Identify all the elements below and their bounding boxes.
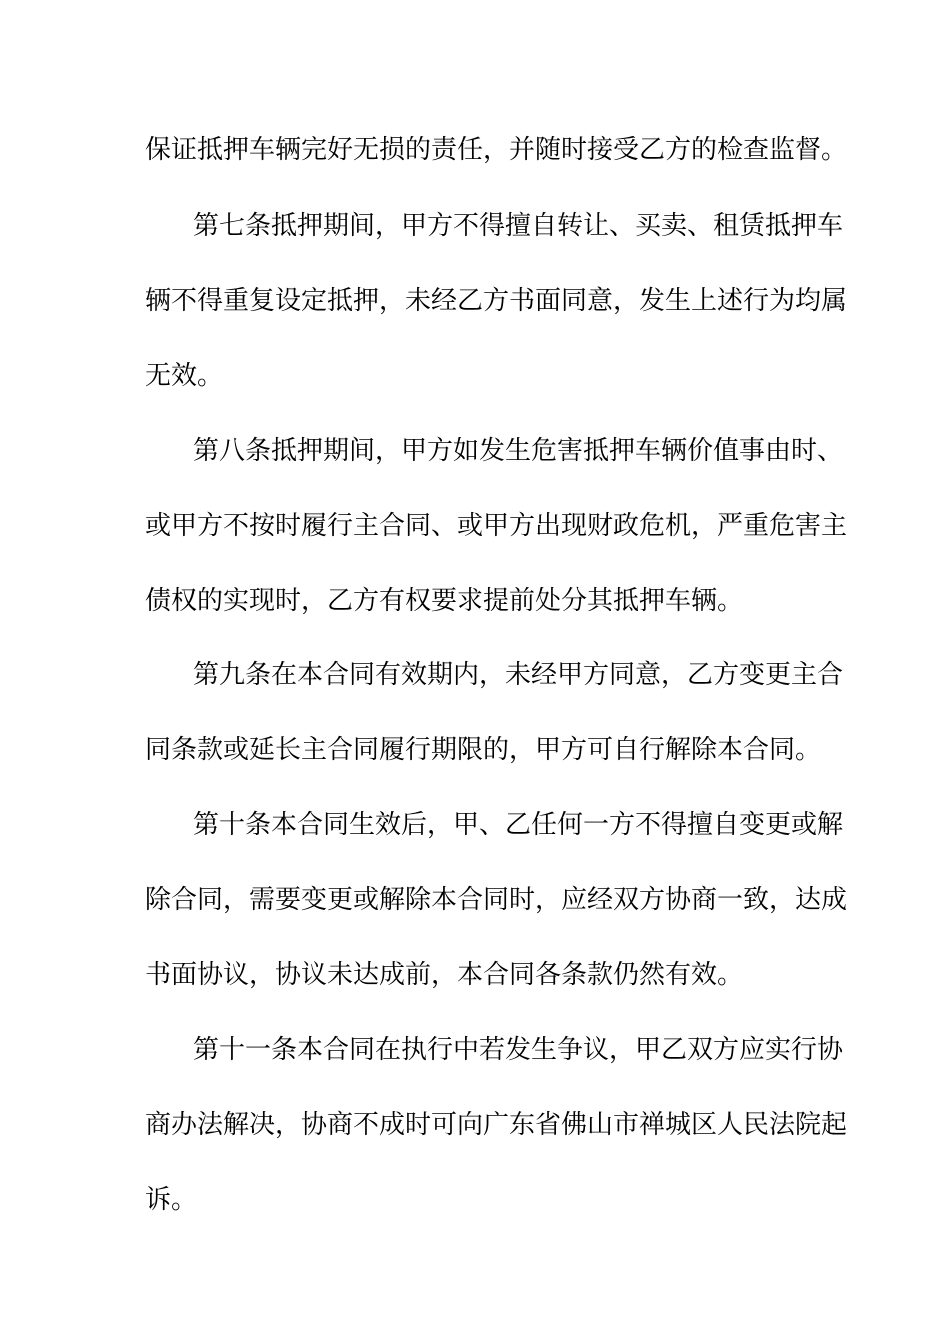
text-line: 商办法解决，协商不成时可向广东省佛山市禅城区人民法院起 (145, 1110, 848, 1140)
text-line: 同条款或延长主合同履行期限的，甲方可自行解除本合同。 (145, 735, 822, 765)
text-line: 书面协议，协议未达成前，本合同各条款仍然有效。 (145, 960, 744, 990)
text-line: 第七条抵押期间，甲方不得擅自转让、买卖、租赁抵押车 (193, 211, 844, 241)
text-line: 第十一条本合同在执行中若发生争议，甲乙双方应实行协 (193, 1035, 844, 1065)
text-line: 债权的实现时，乙方有权要求提前处分其抵押车辆。 (145, 586, 744, 616)
text-line: 第九条在本合同有效期内，未经甲方同意，乙方变更主合 (193, 660, 844, 690)
text-line: 保证抵押车辆完好无损的责任，并随时接受乙方的检查监督。 (145, 135, 848, 165)
text-line: 第八条抵押期间，甲方如发生危害抵押车辆价值事由时、 (193, 436, 844, 466)
text-line: 辆不得重复设定抵押，未经乙方书面同意，发生上述行为均属 (145, 286, 848, 316)
text-line: 无效。 (145, 361, 224, 391)
text-line: 除合同，需要变更或解除本合同时，应经双方协商一致，达成 (145, 885, 848, 915)
text-line: 诉。 (145, 1185, 198, 1215)
text-line: 第十条本合同生效后，甲、乙任何一方不得擅自变更或解 (193, 810, 844, 840)
text-line: 或甲方不按时履行主合同、或甲方出现财政危机，严重危害主 (145, 511, 848, 541)
